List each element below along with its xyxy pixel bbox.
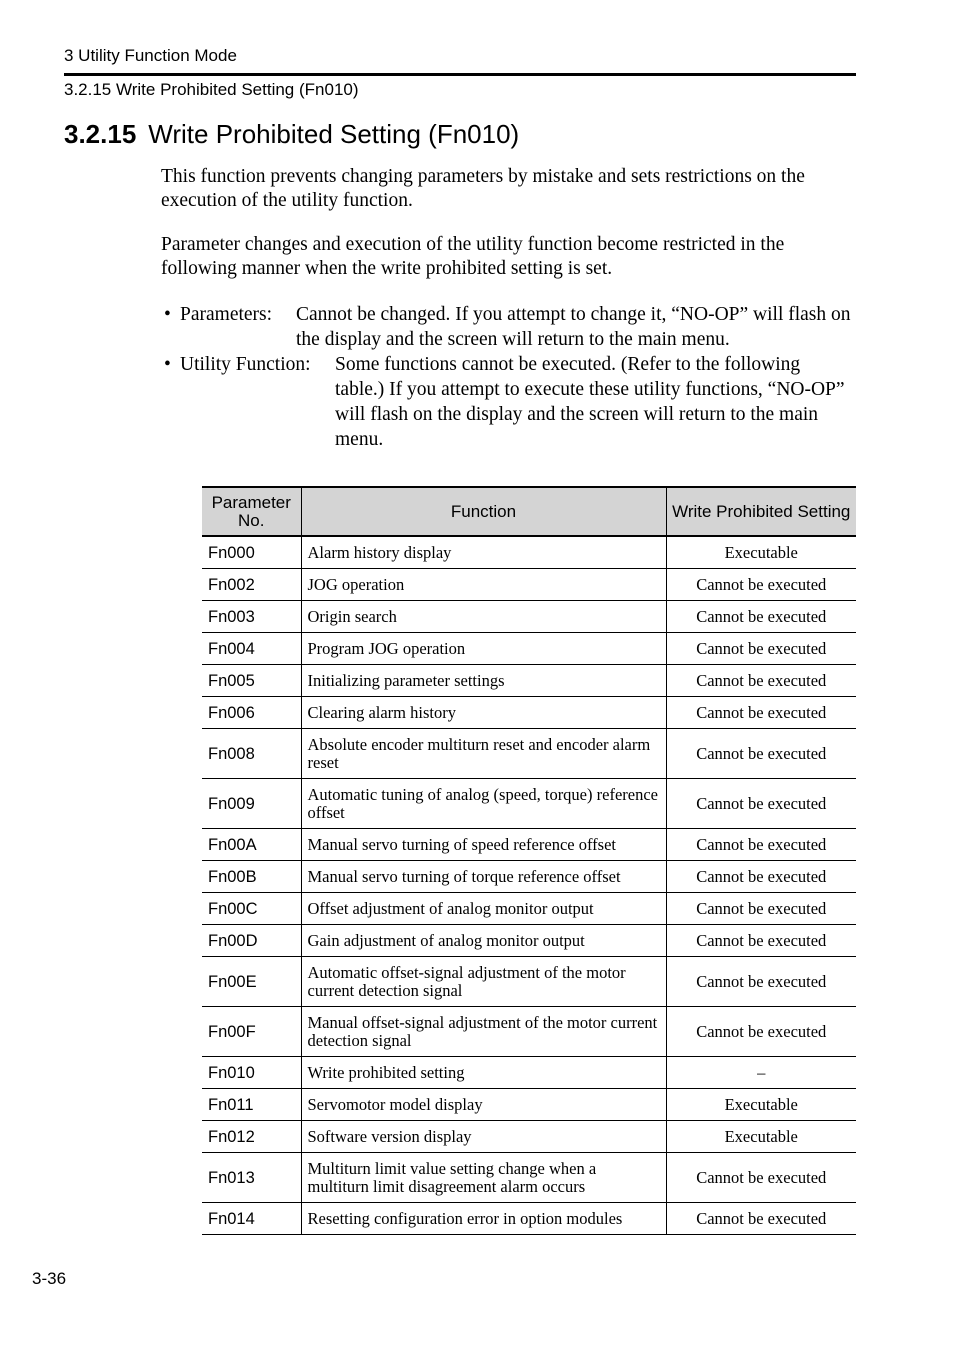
- parameter-no-cell: Fn00D: [202, 925, 301, 957]
- bullet-label: Utility Function:: [180, 354, 311, 375]
- parameter-no-cell: Fn012: [202, 1121, 301, 1153]
- setting-cell: Cannot be executed: [666, 1007, 856, 1057]
- function-cell: Offset adjustment of analog monitor output: [301, 893, 666, 925]
- parameter-no-cell: Fn002: [202, 569, 301, 601]
- function-cell: Program JOG operation: [301, 633, 666, 665]
- function-cell: JOG operation: [301, 569, 666, 601]
- parameter-no-cell: Fn00F: [202, 1007, 301, 1057]
- setting-cell: Cannot be executed: [666, 569, 856, 601]
- function-cell: Multiturn limit value setting change when a multiturn limit disagreement alarm occurs: [301, 1153, 666, 1203]
- bullet-utility-label: [164, 352, 311, 377]
- parameter-no-cell: Fn004: [202, 633, 301, 665]
- bullet-parameters-text: Cannot be changed. If you attempt to change it, “NO-OP” will flash on the display and the screen will return to the main menu.: [296, 304, 851, 350]
- parameter-no-cell: Fn005: [202, 665, 301, 697]
- table-row: [202, 601, 856, 633]
- setting-cell: Cannot be executed: [666, 779, 856, 829]
- bullet-parameters-label: [164, 302, 272, 327]
- function-cell: Manual offset-signal adjustment of the motor current detection signal: [301, 1007, 666, 1057]
- bullet-utility-text: Some functions cannot be executed. (Refer to the following table.) If you attempt to execute these utility functions, “NO-OP” will flash on the display and the screen will return to the main menu.: [335, 354, 845, 450]
- table-row: [202, 697, 856, 729]
- function-cell: Automatic tuning of analog (speed, torque) reference offset: [301, 779, 666, 829]
- setting-cell: Cannot be executed: [666, 1203, 856, 1235]
- parameter-no-cell: Fn00E: [202, 957, 301, 1007]
- table-row: [202, 633, 856, 665]
- parameter-no-cell: Fn00A: [202, 829, 301, 861]
- table-row: [202, 779, 856, 829]
- table-row: [202, 829, 856, 861]
- table-row: [202, 1057, 856, 1089]
- setting-cell: Cannot be executed: [666, 925, 856, 957]
- table-row: [202, 1153, 856, 1203]
- function-cell: Software version display: [301, 1121, 666, 1153]
- table-row: [202, 1089, 856, 1121]
- setting-cell: Cannot be executed: [666, 729, 856, 779]
- function-cell: Origin search: [301, 601, 666, 633]
- setting-cell: Cannot be executed: [666, 957, 856, 1007]
- function-cell: Clearing alarm history: [301, 697, 666, 729]
- bullet-label: Parameters:: [180, 304, 273, 325]
- function-cell: Automatic offset-signal adjustment of the motor current detection signal: [301, 957, 666, 1007]
- setting-cell: Cannot be executed: [666, 601, 856, 633]
- setting-cell: Executable: [666, 1121, 856, 1153]
- setting-cell: Cannot be executed: [666, 893, 856, 925]
- parameter-no-cell: Fn011: [202, 1089, 301, 1121]
- table-header-row: [202, 487, 856, 536]
- section-number: 3.2.15: [64, 119, 137, 149]
- function-cell: Initializing parameter settings: [301, 665, 666, 697]
- parameter-no-cell: Fn006: [202, 697, 301, 729]
- bullet-dot: •: [164, 304, 171, 325]
- table-row: [202, 957, 856, 1007]
- function-cell: Write prohibited setting: [301, 1057, 666, 1089]
- setting-cell: Cannot be executed: [666, 861, 856, 893]
- table-row: [202, 925, 856, 957]
- setting-cell: –: [666, 1057, 856, 1089]
- bullet-dot: •: [164, 354, 171, 375]
- section-title: [64, 119, 519, 150]
- intro-paragraph-1: This function prevents changing parameters by mistake and sets restrictions on the execution of the utility function.: [161, 166, 805, 211]
- write-prohibited-table: [202, 486, 856, 1235]
- intro-paragraph-2: Parameter changes and execution of the utility function become restricted in the following manner when the write prohibited setting is set.: [161, 234, 785, 279]
- table-row: [202, 665, 856, 697]
- page-number: 3-36: [32, 1269, 67, 1288]
- col-header-function: Function: [301, 487, 666, 536]
- table-row: [202, 893, 856, 925]
- function-cell: Alarm history display: [301, 536, 666, 569]
- section-title-text: Write Prohibited Setting (Fn010): [148, 119, 520, 149]
- parameter-no-cell: Fn013: [202, 1153, 301, 1203]
- setting-cell: Cannot be executed: [666, 665, 856, 697]
- setting-cell: Executable: [666, 536, 856, 569]
- setting-cell: Cannot be executed: [666, 829, 856, 861]
- parameter-no-cell: Fn00C: [202, 893, 301, 925]
- setting-cell: Executable: [666, 1089, 856, 1121]
- table-row: [202, 729, 856, 779]
- function-cell: Resetting configuration error in option modules: [301, 1203, 666, 1235]
- function-cell: Gain adjustment of analog monitor output: [301, 925, 666, 957]
- col-header-write-prohibited-setting: Write Prohibited Setting: [666, 487, 856, 536]
- header-rule: [64, 73, 856, 76]
- parameter-no-cell: Fn00B: [202, 861, 301, 893]
- function-cell: Servomotor model display: [301, 1089, 666, 1121]
- parameter-no-cell: Fn014: [202, 1203, 301, 1235]
- setting-cell: Cannot be executed: [666, 1153, 856, 1203]
- table-row: [202, 1203, 856, 1235]
- table-row: [202, 569, 856, 601]
- table-row: [202, 1007, 856, 1057]
- col-header-parameter-no: Parameter No.: [202, 487, 301, 536]
- parameter-no-cell: Fn008: [202, 729, 301, 779]
- setting-cell: Cannot be executed: [666, 697, 856, 729]
- table-row: [202, 861, 856, 893]
- running-header-section: 3.2.15 Write Prohibited Setting (Fn010): [64, 80, 359, 99]
- setting-cell: Cannot be executed: [666, 633, 856, 665]
- parameter-no-cell: Fn000: [202, 536, 301, 569]
- parameter-no-cell: Fn009: [202, 779, 301, 829]
- function-cell: Manual servo turning of torque reference offset: [301, 861, 666, 893]
- function-cell: Absolute encoder multiturn reset and encoder alarm reset: [301, 729, 666, 779]
- parameter-no-cell: Fn003: [202, 601, 301, 633]
- table-row: [202, 1121, 856, 1153]
- function-cell: Manual servo turning of speed reference offset: [301, 829, 666, 861]
- parameter-no-cell: Fn010: [202, 1057, 301, 1089]
- table-row: [202, 536, 856, 569]
- running-header-chapter: 3 Utility Function Mode: [64, 46, 237, 65]
